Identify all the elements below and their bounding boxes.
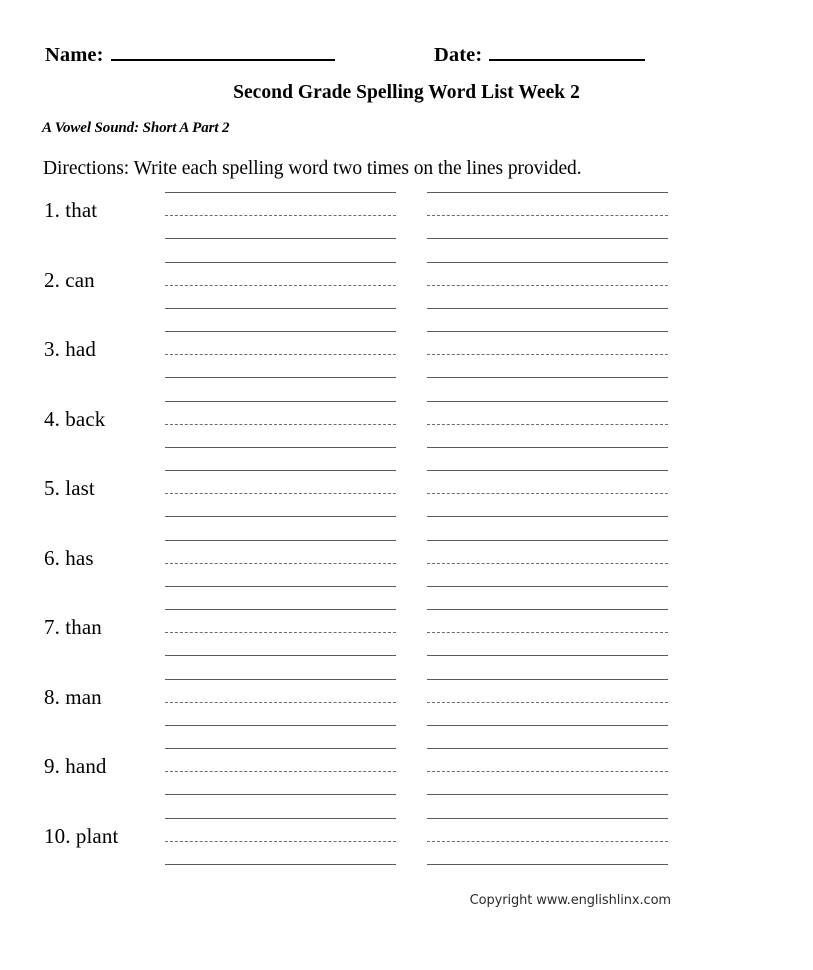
writing-rule-dashed (427, 215, 668, 216)
writing-lines-left[interactable] (165, 186, 396, 256)
date-write-rule[interactable] (489, 42, 645, 61)
writing-rule-solid (427, 447, 668, 448)
writing-rule-dashed (165, 702, 396, 703)
writing-rule-solid (165, 794, 396, 795)
copyright-notice: Copyright www.englishlinx.com (469, 893, 671, 908)
writing-lines-right[interactable] (427, 673, 668, 743)
writing-lines-right[interactable] (427, 464, 668, 534)
writing-rule-solid (427, 308, 668, 309)
writing-rule-solid (165, 516, 396, 517)
writing-rule-solid (165, 262, 396, 263)
writing-rule-solid (165, 679, 396, 680)
writing-rule-dashed (427, 563, 668, 564)
writing-lines-left[interactable] (165, 673, 396, 743)
writing-rule-solid (427, 516, 668, 517)
writing-rule-solid (427, 377, 668, 378)
writing-lines-left[interactable] (165, 325, 396, 395)
writing-rule-solid (427, 864, 668, 865)
writing-rule-dashed (165, 285, 396, 286)
word-row (0, 812, 813, 882)
writing-lines-right[interactable] (427, 256, 668, 326)
writing-rule-solid (427, 655, 668, 656)
spelling-word-label: 6. has (44, 545, 94, 570)
writing-lines-left[interactable] (165, 534, 396, 604)
spelling-word-label: 4. back (44, 406, 106, 431)
spelling-word-label: 7. than (44, 615, 102, 639)
writing-rule-dashed (165, 771, 396, 772)
writing-rule-solid (427, 540, 668, 541)
writing-rule-solid (427, 818, 668, 819)
writing-rule-dashed (427, 702, 668, 703)
writing-lines-right[interactable] (427, 742, 668, 812)
writing-rule-solid (165, 308, 396, 309)
writing-rule-solid (427, 238, 668, 239)
writing-rule-dashed (427, 424, 668, 425)
writing-rule-solid (427, 748, 668, 749)
practice-area (0, 186, 813, 881)
word-row (0, 464, 813, 534)
spelling-word-label: 3. had (44, 337, 96, 361)
writing-rule-solid (165, 725, 396, 726)
writing-rule-dashed (165, 354, 396, 355)
worksheet-subtitle: A Vowel Sound: Short A Part 2 (42, 120, 230, 136)
writing-rule-solid (165, 192, 396, 193)
writing-rule-solid (427, 794, 668, 795)
word-row (0, 325, 813, 395)
writing-rule-dashed (427, 841, 668, 842)
writing-rule-solid (165, 748, 396, 749)
spelling-word-label: 2. can (44, 267, 95, 292)
word-row (0, 395, 813, 465)
writing-rule-dashed (165, 493, 396, 494)
writing-lines-right[interactable] (427, 395, 668, 465)
spelling-word-label: 8. man (44, 684, 102, 709)
writing-lines-left[interactable] (165, 395, 396, 465)
writing-rule-dashed (165, 841, 396, 842)
writing-rule-solid (165, 540, 396, 541)
writing-rule-solid (165, 586, 396, 587)
writing-rule-solid (427, 586, 668, 587)
page-title: Second Grade Spelling Word List Week 2 (233, 82, 580, 103)
writing-lines-left[interactable] (165, 464, 396, 534)
word-row (0, 742, 813, 812)
writing-rule-solid (165, 401, 396, 402)
writing-rule-solid (427, 262, 668, 263)
writing-rule-dashed (165, 632, 396, 633)
writing-lines-left[interactable] (165, 812, 396, 882)
word-row (0, 534, 813, 604)
name-label: Name: (45, 44, 104, 66)
writing-rule-solid (165, 655, 396, 656)
writing-rule-dashed (165, 424, 396, 425)
word-row (0, 256, 813, 326)
writing-rule-solid (427, 470, 668, 471)
writing-rule-solid (165, 470, 396, 471)
spelling-word-label: 5. last (44, 476, 95, 500)
writing-lines-right[interactable] (427, 325, 668, 395)
writing-rule-dashed (427, 632, 668, 633)
word-row (0, 603, 813, 673)
spelling-word-label: 9. hand (44, 754, 107, 778)
writing-rule-solid (427, 679, 668, 680)
name-field[interactable] (45, 42, 335, 67)
writing-lines-right[interactable] (427, 534, 668, 604)
writing-rule-solid (427, 331, 668, 332)
writing-rule-solid (427, 609, 668, 610)
writing-rule-solid (427, 401, 668, 402)
writing-rule-solid (165, 609, 396, 610)
writing-rule-solid (165, 864, 396, 865)
writing-lines-left[interactable] (165, 256, 396, 326)
writing-rule-solid (165, 818, 396, 819)
writing-lines-left[interactable] (165, 742, 396, 812)
writing-lines-right[interactable] (427, 186, 668, 256)
word-row (0, 673, 813, 743)
writing-rule-dashed (165, 215, 396, 216)
writing-rule-solid (165, 331, 396, 332)
writing-lines-right[interactable] (427, 812, 668, 882)
writing-lines-right[interactable] (427, 603, 668, 673)
writing-rule-solid (165, 238, 396, 239)
name-date-row (0, 42, 813, 76)
writing-rule-dashed (165, 563, 396, 564)
name-write-rule[interactable] (111, 42, 335, 61)
writing-rule-dashed (427, 354, 668, 355)
date-field[interactable] (434, 42, 645, 67)
date-label: Date: (434, 44, 483, 66)
writing-rule-solid (165, 377, 396, 378)
directions-text: Directions: Write each spelling word two times on the lines provided. (43, 158, 582, 179)
spelling-word-label: 10. plant (44, 823, 119, 848)
writing-rule-solid (427, 192, 668, 193)
writing-rule-dashed (427, 771, 668, 772)
spelling-word-label: 1. that (44, 198, 98, 222)
writing-rule-solid (427, 725, 668, 726)
writing-lines-left[interactable] (165, 603, 396, 673)
writing-rule-solid (165, 447, 396, 448)
word-row (0, 186, 813, 256)
writing-rule-dashed (427, 493, 668, 494)
writing-rule-dashed (427, 285, 668, 286)
